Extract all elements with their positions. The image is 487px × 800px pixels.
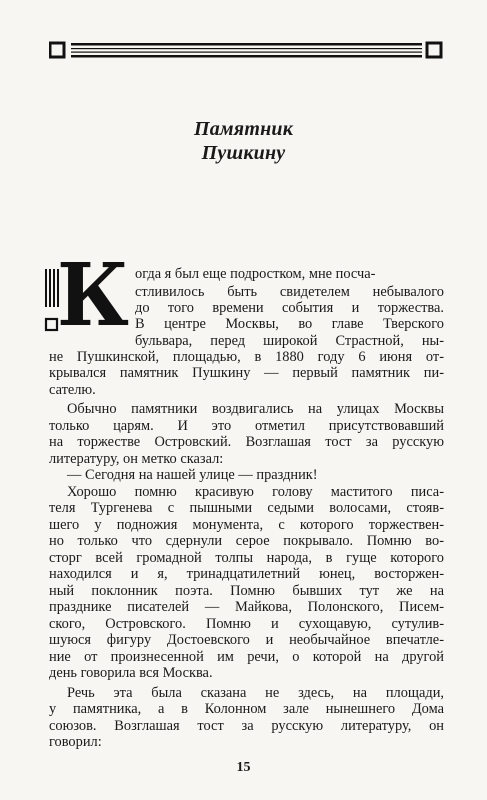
- text-line: не Пушкинской, площадью, в 1880 году 6 июня от-: [49, 349, 444, 365]
- text-line: говорил:: [49, 734, 102, 750]
- text-line: союзов. Возглашая тост за русскую литературу, он: [49, 718, 444, 734]
- header-ornament: [49, 41, 444, 61]
- text-line: огда я был еще подростком, мне посча-: [135, 266, 376, 282]
- text-line: празднике писателей — Майкова, Полонского, Писем-: [49, 599, 444, 615]
- chapter-title-line-1: Памятник: [193, 118, 294, 140]
- text-line: Речь эта была сказана не здесь, на площади,: [67, 685, 444, 701]
- text-line: день говорила вся Москва.: [49, 665, 213, 681]
- text-line: стливилось быть свидетелем небывалого: [135, 284, 444, 300]
- text-line: но только что сдернули серое покрывало. Помню во-: [49, 533, 444, 549]
- text-line: только царям. И это отметил присутствовавший: [49, 418, 444, 434]
- text-line: бульвара, перед широкой Страстной, ны-: [135, 333, 444, 349]
- text-line: Хорошо помню красивую голову маститого писа-: [67, 484, 444, 500]
- text-line: — Сегодня на нашей улице — праздник!: [67, 467, 318, 483]
- text-line: находился и я, тринадцатилетний юнец, восторжен-: [49, 566, 444, 582]
- text-line: Обычно памятники воздвигались на улицах Москвы: [67, 401, 444, 417]
- text-line: шего у подножия монумента, с которого торжествен-: [49, 517, 444, 533]
- text-line: крывался памятник Пушкину — первый памятник пи-: [49, 365, 444, 381]
- text-line: ского, Островского. Помню и сухощавую, сутулив-: [49, 616, 444, 632]
- text-line: шуюся фигуру Достоевского и необычайное впечатле-: [49, 632, 444, 648]
- chapter-title-line-2: Пушкину: [201, 142, 286, 164]
- text-line: ние от произнесенной им речи, о которой на другой: [49, 649, 444, 665]
- chapter-title: [0, 117, 487, 165]
- text-line: сторг всей громадной толпы народа, в гуще которого: [49, 550, 444, 566]
- page-number: 15: [236, 760, 251, 775]
- drop-cap: [44, 245, 132, 346]
- text-line: ный поклонник поэта. Помню бывших тут же на: [49, 583, 444, 599]
- drop-cap-letter: К: [57, 245, 129, 346]
- text-line: у памятника, а в Колонном зале нынешнего Дома: [49, 701, 444, 717]
- text-line: до того времени события и торжества.: [135, 300, 444, 316]
- text-line: сателю.: [49, 382, 96, 398]
- text-line: теля Тургенева с пышными седыми волосами, стояв-: [49, 500, 444, 516]
- text-line: литературу, он метко сказал:: [49, 451, 224, 467]
- text-line: на торжестве Островский. Возглашая тост за русскую: [49, 434, 444, 450]
- text-line: В центре Москвы, во главе Тверского: [135, 316, 444, 332]
